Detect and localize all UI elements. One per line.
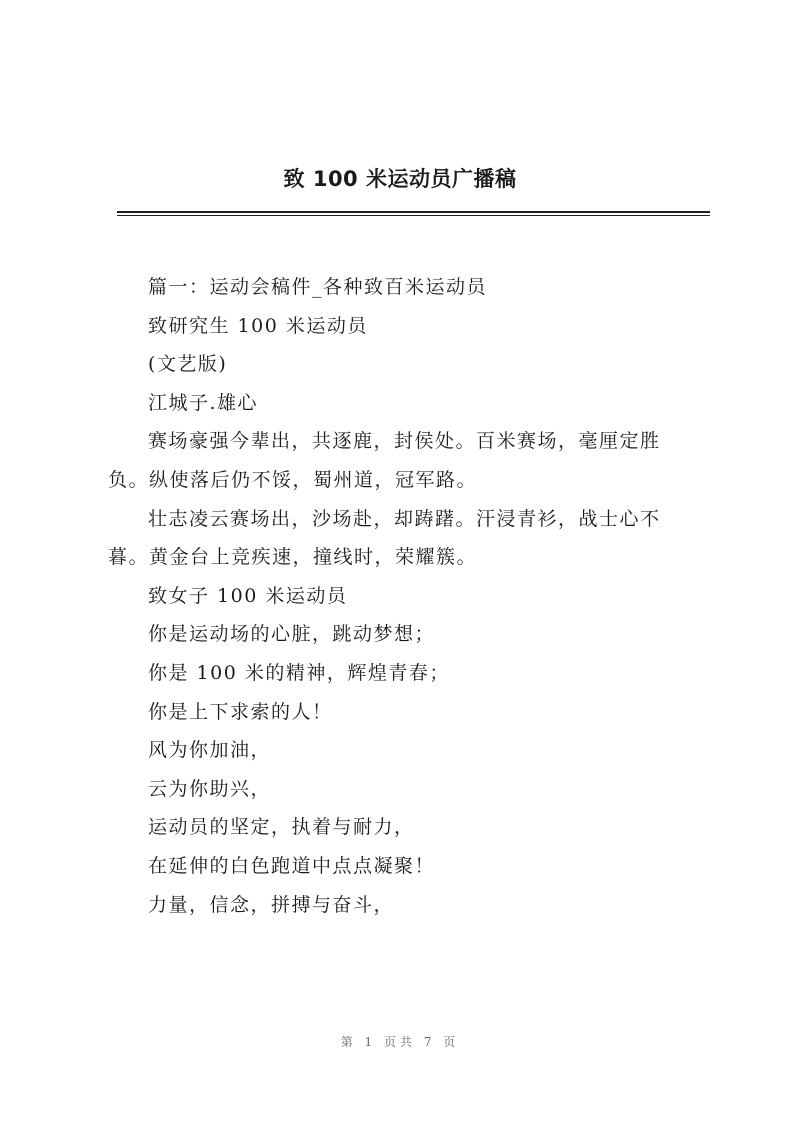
paragraph: 风为你加油，: [148, 739, 272, 762]
title-divider: [117, 211, 710, 213]
paragraph: 致女子 100 米运动员: [148, 584, 348, 607]
paragraph: 壮志凌云赛场出，沙场赴，却踌躇。汗浸青衫，战士心不暮。黄金台上竞疾速，撞线时，荣耀簇。: [108, 507, 661, 569]
paragraph: 江城子.雄心: [148, 391, 259, 414]
paragraph: (文艺版): [148, 353, 228, 376]
paragraph: 致研究生 100 米运动员: [148, 314, 368, 337]
title-divider-thin: [117, 215, 710, 216]
paragraph: 篇一：运动会稿件_各种致百米运动员: [148, 276, 488, 298]
document-body: [108, 268, 688, 924]
paragraph: 你是运动场的心脏，跳动梦想；: [148, 623, 436, 646]
paragraph: 赛场豪强今辈出，共逐鹿，封侯处。百米赛场，毫厘定胜负。纵使落后仍不馁，蜀州道，冠军路。: [108, 430, 661, 491]
paragraph: 力量，信念，拼搏与奋斗，: [148, 893, 395, 916]
paragraph: 你是 100 米的精神，辉煌青春；: [148, 661, 450, 684]
paragraph: 运动员的坚定，执着与耐力，: [148, 816, 415, 839]
paragraph: 云为你助兴，: [148, 777, 272, 800]
page-number-footer: 第 1 页共 7 页: [340, 1035, 460, 1049]
paragraph: 在延伸的白色跑道中点点凝聚！: [148, 854, 436, 877]
paragraph: 你是上下求索的人！: [148, 700, 333, 723]
document-title: 致 100 米运动员广播稿: [283, 167, 517, 191]
